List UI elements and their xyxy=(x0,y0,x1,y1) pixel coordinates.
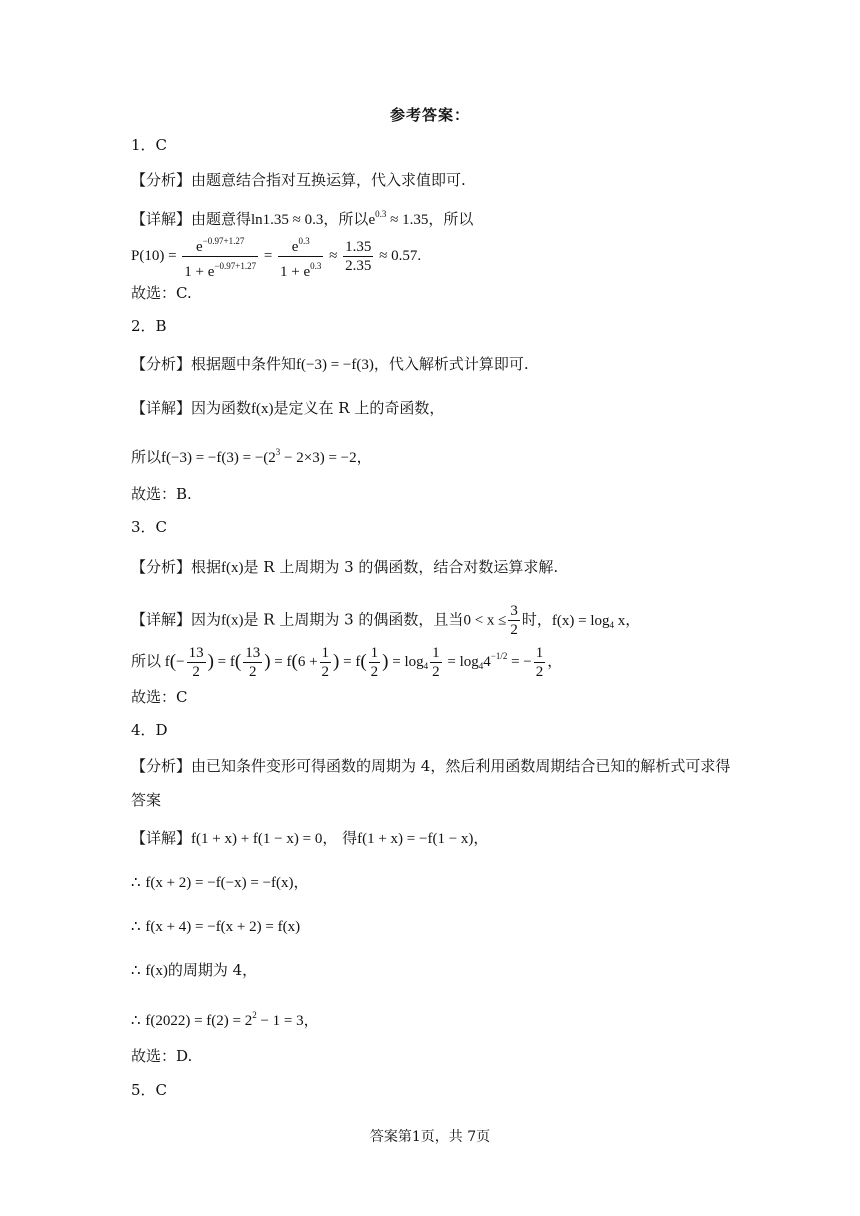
q1-eq: = xyxy=(263,247,273,264)
q1-detail-label: 【详解】由题意得 xyxy=(131,210,252,228)
q1-so2: ，所以 xyxy=(428,210,474,228)
q1-fraction-1: $\frac{e^{-0.97+1.27}}{1 + e^{-0.97+1.27}}$ xyxy=(182,232,258,281)
q1-p-lhs: P(10) = xyxy=(131,247,177,264)
q1-ln-expr: ln1.35 ≈ 0.3 xyxy=(251,212,324,228)
q1-probability-formula xyxy=(131,232,421,281)
q2-choice: 故选：B. xyxy=(131,485,192,503)
q2-analysis-math: f(−3) = −f(3) xyxy=(296,357,374,373)
q3-definition: $f(x) = \log_4 x$ xyxy=(551,612,626,630)
q2-detail: 【详解】因为函数f(x)是定义在 R 上的奇函数， xyxy=(131,399,445,417)
q4-analysis-line2: 答案 xyxy=(131,791,162,809)
q3-condition: 0 < x ≤ xyxy=(463,612,507,629)
q5-number: 5．C xyxy=(131,1081,168,1099)
q1-fraction-3: $\frac{1.35}{2.35}$ xyxy=(345,239,372,274)
q3-detail-math: f(x) xyxy=(221,612,244,629)
q4-analysis-line1: 【分析】由已知条件变形可得函数的周期为 4，然后利用函数周期结合已知的解析式可求得 xyxy=(131,757,731,775)
q1-so1: ，所以 xyxy=(323,210,369,228)
q4-detail-math1: f(1 + x) + f(1 − x) = 0 xyxy=(191,831,323,847)
q2-number: 2．B xyxy=(131,317,167,335)
q1-e-expr: $e^{0.3} \approx 1.35$ xyxy=(368,209,429,228)
q4-step1: ∴ f(x + 2) = −f(−x) = −f(x)， xyxy=(131,873,309,891)
q2-computation-math: $f(-3) = -f(3) = -(2^3 - 2\times 3) = -2$ xyxy=(161,447,357,466)
page-footer: 答案第1页，共 7页 xyxy=(369,1129,491,1145)
q1-number: 1．C xyxy=(131,136,168,154)
q1-result: ≈ 0.57. xyxy=(379,247,422,264)
q3-analysis-math: f(x) xyxy=(221,560,244,576)
q3-condition-fraction: $\frac{3}{2}$ xyxy=(510,603,518,638)
q3-choice: 故选：C xyxy=(131,688,188,706)
q3-number: 3．C xyxy=(131,518,168,536)
q3-computation: 所以 f(− $\frac{13}{2}$ ) = f( $\frac{13}{2}$ ) = f(6 + $\frac{1}{2}$ ) = f( $\frac{1}{2}$ ) = $\log_4$ $\frac{1}{2}$ = $\log_44^{-1/2}$ = − $\frac{1}{2}$ ， xyxy=(131,645,563,680)
q1-fraction-2: $\frac{e^{0.3}}{1 + e^{0.3}}$ xyxy=(278,232,323,281)
q1-analysis: 【分析】由题意结合指对互换运算，代入求值即可. xyxy=(131,171,466,189)
page-title: 参考答案： xyxy=(389,106,470,124)
q4-step3: ∴ f(x)的周期为 4， xyxy=(131,961,258,979)
q2-analysis: 【分析】根据题中条件知f(−3) = −f(3)，代入解析式计算即可. xyxy=(131,355,529,373)
q4-detail: 【详解】f(1 + x) + f(1 − x) = 0， 得f(1 + x) = −f(1 − x)， xyxy=(131,829,489,847)
q3-analysis: 【分析】根据f(x)是 R 上周期为 3 的偶函数，结合对数运算求解. xyxy=(131,558,559,576)
q2-detail-math: f(x) xyxy=(251,401,274,417)
q4-detail-math2: f(1 + x) = −f(1 − x) xyxy=(357,831,474,847)
q1-choice: 故选：C. xyxy=(131,284,192,302)
q1-detail xyxy=(131,204,473,230)
q4-step4: ∴ $f(2022) = f(2) = 2^2 - 1 = 3$， xyxy=(131,1010,319,1029)
q4-choice: 故选：D. xyxy=(131,1047,193,1065)
q3-detail: 【详解】因为f(x)是 R 上周期为 3 的偶函数，且当0 < x ≤ $\frac{3}{2}$ 时，$f(x) = \log_4 x$， xyxy=(131,603,641,638)
q4-step2: ∴ f(x + 4) = −f(x + 2) = f(x) xyxy=(131,917,301,935)
q1-approx: ≈ xyxy=(329,247,338,264)
q4-number: 4．D xyxy=(131,721,168,739)
q2-computation: 所以$f(-3) = -f(3) = -(2^3 - 2\times 3) = -2$， xyxy=(131,447,372,466)
